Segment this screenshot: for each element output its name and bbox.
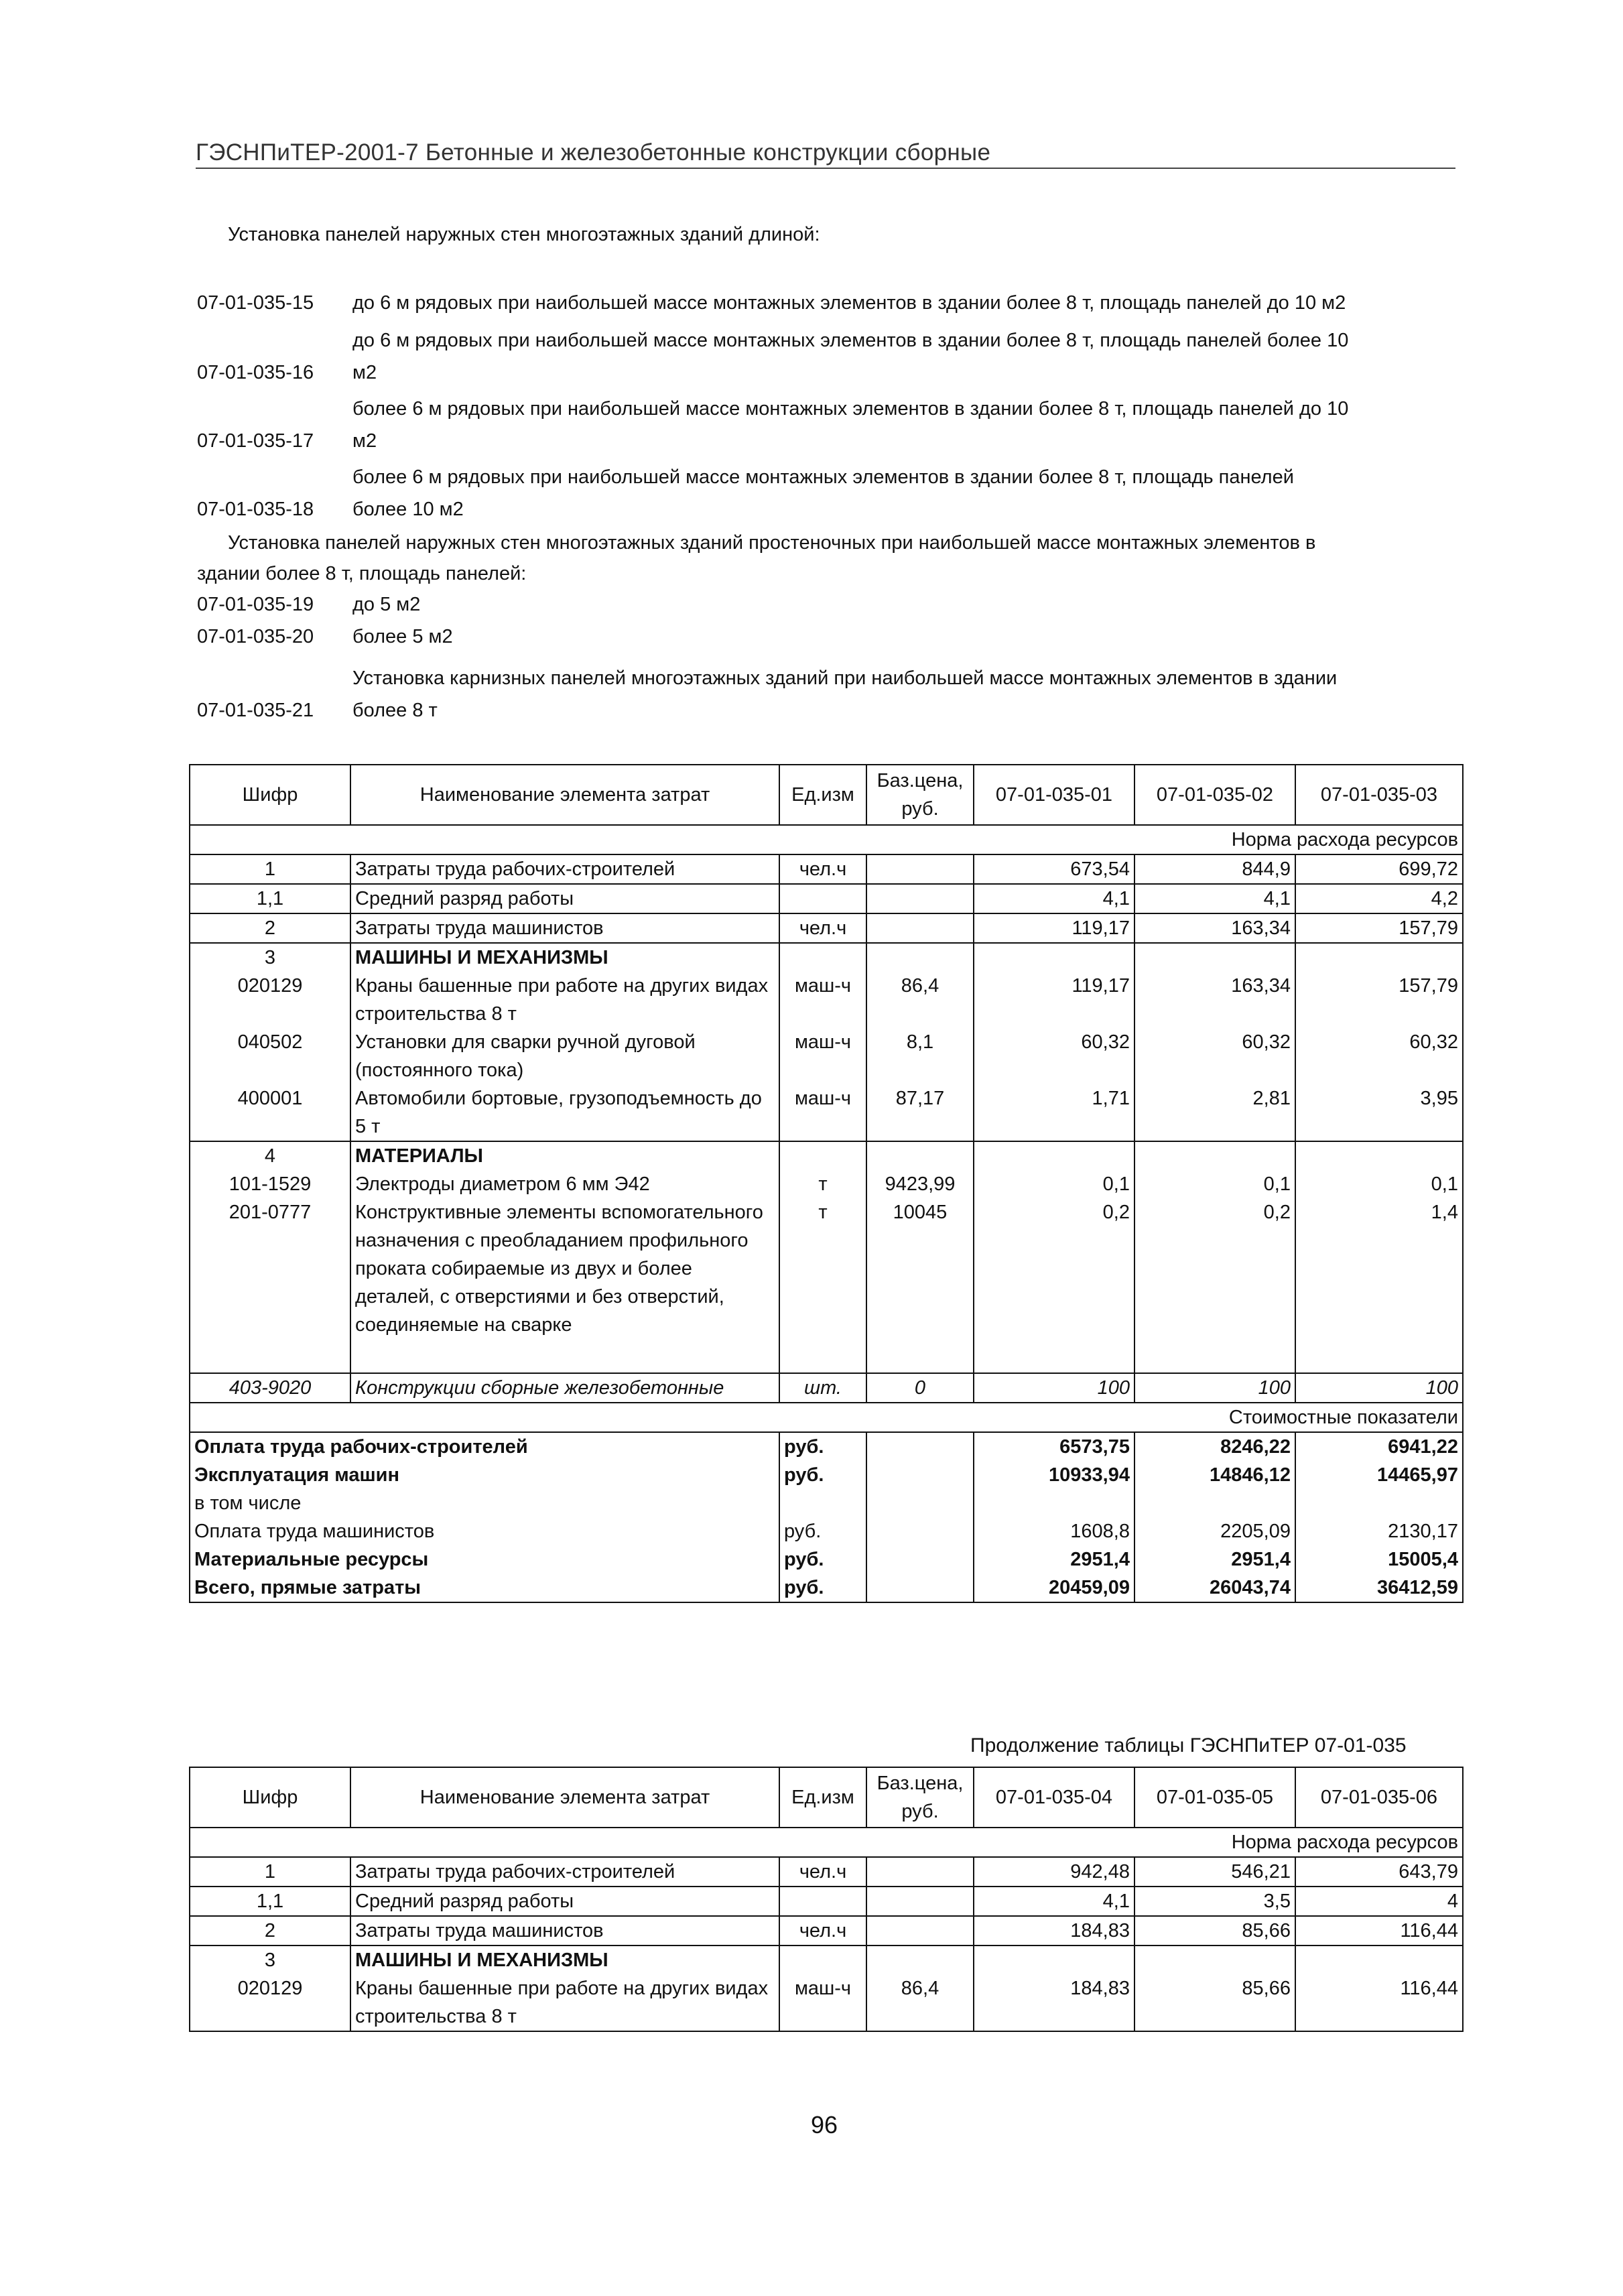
row-price: 87,17 [866, 1084, 974, 1141]
cost-label: Стоимостные показатели [974, 1403, 1463, 1432]
table-row [190, 1887, 1463, 1916]
list-item [197, 588, 1470, 621]
row-value: 1,71 [974, 1084, 1134, 1141]
row-code: 020129 [190, 1974, 350, 2031]
table-row [190, 1946, 1463, 1974]
row-price [866, 1916, 974, 1946]
running-head: ГЭСНПиТЕР-2001-7 Бетонные и железобетонные конструкции сборные [196, 139, 1455, 169]
table-row [190, 1141, 1463, 1170]
table-row [190, 1198, 1463, 1373]
row-code: 020129 [190, 972, 350, 1028]
row-value: 0,1 [974, 1170, 1134, 1198]
row-name: Установки для сварки ручной дуговой (постоянного тока) [350, 1028, 779, 1084]
row-value: 116,44 [1295, 1916, 1463, 1946]
page-number: 96 [811, 2111, 838, 2139]
header-col2: 07-01-035-05 [1134, 1767, 1295, 1828]
resource-table-2 [189, 1767, 1464, 2032]
item-text: до 6 м рядовых при наибольшей массе монтажных элементов в здании более 8 т, площадь панелей более 10 [352, 330, 1349, 351]
row-code: 1 [190, 854, 350, 884]
row-code: 101-1529 [190, 1170, 350, 1198]
row-value: 100 [1134, 1373, 1295, 1403]
cost-unit: руб. [779, 1432, 866, 1461]
row-value: 844,9 [1134, 854, 1295, 884]
row-value: 3,95 [1295, 1084, 1463, 1141]
row-unit: т [779, 1170, 866, 1198]
row-code: 1,1 [190, 1887, 350, 1916]
cost-value: 2130,17 [1295, 1517, 1463, 1545]
row-code: 201-0777 [190, 1198, 350, 1373]
row-value: 163,34 [1134, 972, 1295, 1028]
row-code: 3 [190, 943, 350, 972]
item-code: 07-01-035-18 [197, 499, 314, 520]
item-code: 07-01-035-17 [197, 430, 314, 452]
cost-value: 15005,4 [1295, 1545, 1463, 1574]
cost-name: Материальные ресурсы [190, 1545, 779, 1574]
row-value: 0,2 [974, 1198, 1134, 1373]
row-code: 400001 [190, 1084, 350, 1141]
row-value: 546,21 [1134, 1857, 1295, 1887]
header-price: Баз.цена, руб. [866, 765, 974, 825]
header-col1: 07-01-035-01 [974, 765, 1134, 825]
cost-value: 10933,94 [974, 1461, 1134, 1489]
row-unit: чел.ч [779, 854, 866, 884]
cost-unit: руб. [779, 1545, 866, 1574]
list-item [197, 393, 1470, 457]
row-name: Краны башенные при работе на других видах строительства 8 т [350, 1974, 779, 2031]
row-value: 3,5 [1134, 1887, 1295, 1916]
table-header-row [190, 765, 1463, 825]
cost-value: 14465,97 [1295, 1461, 1463, 1489]
row-unit: чел.ч [779, 1857, 866, 1887]
row-name: Средний разряд работы [350, 884, 779, 913]
table-row [190, 972, 1463, 1028]
row-price: 10045 [866, 1198, 974, 1373]
row-unit [779, 884, 866, 913]
item-text-cont: м2 [352, 430, 377, 452]
header-unit: Ед.изм [779, 765, 866, 825]
row-code: 2 [190, 913, 350, 943]
row-name: Краны башенные при работе на других видах строительства 8 т [350, 972, 779, 1028]
resource-table-1 [189, 764, 1464, 1603]
table-header-row [190, 1767, 1463, 1828]
cost-value: 1608,8 [974, 1517, 1134, 1545]
row-value: 85,66 [1134, 1974, 1295, 2031]
row-price [866, 913, 974, 943]
row-value: 942,48 [974, 1857, 1134, 1887]
row-name: Затраты труда машинистов [350, 1916, 779, 1946]
row-name: Затраты труда машинистов [350, 913, 779, 943]
item-text-cont: более 8 т [352, 700, 438, 721]
cost-name: Эксплуатация машин [190, 1461, 779, 1489]
row-code: 040502 [190, 1028, 350, 1084]
row-value: 4,1 [1134, 884, 1295, 913]
row-value: 119,17 [974, 972, 1134, 1028]
cost-row [190, 1517, 1463, 1545]
item-text-cont: более 10 м2 [352, 499, 464, 520]
header-code: Шифр [190, 1767, 350, 1828]
row-value: 2,81 [1134, 1084, 1295, 1141]
row-value: 4,2 [1295, 884, 1463, 913]
row-name: МАТЕРИАЛЫ [350, 1141, 779, 1170]
row-value: 116,44 [1295, 1974, 1463, 2031]
list-item [197, 621, 1470, 653]
list-item [197, 662, 1470, 726]
item-code: 07-01-035-15 [197, 292, 314, 314]
item-code: 07-01-035-20 [197, 626, 314, 647]
row-unit: маш-ч [779, 1028, 866, 1084]
list-item [197, 461, 1470, 525]
row-name: МАШИНЫ И МЕХАНИЗМЫ [350, 1946, 779, 1974]
table-row [190, 1170, 1463, 1198]
row-value: 60,32 [1295, 1028, 1463, 1084]
row-code: 4 [190, 1141, 350, 1170]
cost-name: в том числе [190, 1489, 779, 1517]
row-value: 4,1 [974, 1887, 1134, 1916]
row-unit: чел.ч [779, 1916, 866, 1946]
row-unit: т [779, 1198, 866, 1373]
cost-name: Оплата труда машинистов [190, 1517, 779, 1545]
item-text: более 6 м рядовых при наибольшей массе монтажных элементов в здании более 8 т, площадь панелей до 10 [352, 398, 1349, 420]
table-row [190, 943, 1463, 972]
row-value: 0,1 [1295, 1170, 1463, 1198]
cost-value: 6941,22 [1295, 1432, 1463, 1461]
row-code: 1,1 [190, 884, 350, 913]
row-unit: шт. [779, 1373, 866, 1403]
row-unit [779, 1887, 866, 1916]
row-value: 673,54 [974, 854, 1134, 884]
cost-value: 6573,75 [974, 1432, 1134, 1461]
cost-unit: руб. [779, 1517, 866, 1545]
table-row [190, 854, 1463, 884]
row-code: 3 [190, 1946, 350, 1974]
item-text: до 6 м рядовых при наибольшей массе монтажных элементов в здании более 8 т, площадь панелей до 10 м2 [352, 292, 1346, 314]
row-value: 1,4 [1295, 1198, 1463, 1373]
item-text-cont: м2 [352, 362, 377, 383]
cost-value: 20459,09 [974, 1574, 1134, 1602]
table-row [190, 1084, 1463, 1141]
row-code: 403-9020 [190, 1373, 350, 1403]
table-row [190, 1028, 1463, 1084]
cost-value: 2951,4 [974, 1545, 1134, 1574]
item-code: 07-01-035-21 [197, 700, 314, 721]
cost-unit: руб. [779, 1574, 866, 1602]
row-value: 100 [974, 1373, 1134, 1403]
header-col2: 07-01-035-02 [1134, 765, 1295, 825]
cost-row [190, 1574, 1463, 1602]
table-row [190, 884, 1463, 913]
item-text: более 6 м рядовых при наибольшей массе монтажных элементов в здании более 8 т, площадь панелей [352, 466, 1294, 488]
cost-value: 2205,09 [1134, 1517, 1295, 1545]
list-item [197, 324, 1470, 389]
row-value: 0,1 [1134, 1170, 1295, 1198]
row-price: 0 [866, 1373, 974, 1403]
row-value: 100 [1295, 1373, 1463, 1403]
row-value: 119,17 [974, 913, 1134, 943]
row-name: Электроды диаметром 6 мм Э42 [350, 1170, 779, 1198]
item-code: 07-01-035-19 [197, 594, 314, 615]
row-unit: маш-ч [779, 972, 866, 1028]
section-label-row [190, 1403, 1463, 1432]
item-text: Установка карнизных панелей многоэтажных зданий при наибольшей массе монтажных элементов в здании [352, 667, 1338, 689]
cost-row [190, 1461, 1463, 1489]
cost-value: 36412,59 [1295, 1574, 1463, 1602]
section-label-row [190, 825, 1463, 854]
row-value: 60,32 [1134, 1028, 1295, 1084]
cost-name: Оплата труда рабочих-строителей [190, 1432, 779, 1461]
row-value: 4 [1295, 1887, 1463, 1916]
section-label-row [190, 1828, 1463, 1857]
row-price [866, 1887, 974, 1916]
row-value: 184,83 [974, 1974, 1134, 2031]
norm-label: Норма расхода ресурсов [974, 1828, 1463, 1857]
cost-value: 8246,22 [1134, 1432, 1295, 1461]
row-unit: маш-ч [779, 1974, 866, 2031]
row-name: Автомобили бортовые, грузоподъемность до 5 т [350, 1084, 779, 1141]
row-price: 86,4 [866, 972, 974, 1028]
row-value: 60,32 [974, 1028, 1134, 1084]
table-row [190, 1373, 1463, 1403]
norm-label: Норма расхода ресурсов [974, 825, 1463, 854]
row-code: 1 [190, 1857, 350, 1887]
item-list [197, 287, 1470, 726]
header-col3: 07-01-035-06 [1295, 1767, 1463, 1828]
cost-value: 2951,4 [1134, 1545, 1295, 1574]
cost-value: 26043,74 [1134, 1574, 1295, 1602]
row-code: 2 [190, 1916, 350, 1946]
header-unit: Ед.изм [779, 1767, 866, 1828]
intro-heading: Установка панелей наружных стен многоэтажных зданий длиной: [228, 224, 820, 245]
row-name: Конструкции сборные железобетонные [350, 1373, 779, 1403]
row-value: 85,66 [1134, 1916, 1295, 1946]
row-value: 157,79 [1295, 913, 1463, 943]
continuation-title: Продолжение таблицы ГЭСНПиТЕР 07-01-035 [970, 1734, 1407, 1757]
header-code: Шифр [190, 765, 350, 825]
header-col1: 07-01-035-04 [974, 1767, 1134, 1828]
row-price [866, 884, 974, 913]
item-text: до 5 м2 [352, 594, 421, 615]
row-unit: маш-ч [779, 1084, 866, 1141]
row-name: Средний разряд работы [350, 1887, 779, 1916]
row-value: 4,1 [974, 884, 1134, 913]
cost-row [190, 1489, 1463, 1517]
row-name: МАШИНЫ И МЕХАНИЗМЫ [350, 943, 779, 972]
row-price [866, 854, 974, 884]
table-row [190, 1974, 1463, 2031]
group-heading-cont: здании более 8 т, площадь панелей: [197, 563, 527, 584]
row-price [866, 1857, 974, 1887]
table-row [190, 913, 1463, 943]
cost-row [190, 1432, 1463, 1461]
item-text: более 5 м2 [352, 626, 453, 647]
row-name: Конструктивные элементы вспомогательного назначения с преобладанием профильного проката собираемые из двух и более деталей, с отверстиями и без отверстий, соединяемые на сварке [350, 1198, 779, 1373]
row-value: 643,79 [1295, 1857, 1463, 1887]
list-item [197, 287, 1470, 319]
row-value: 184,83 [974, 1916, 1134, 1946]
row-price: 9423,99 [866, 1170, 974, 1198]
row-name: Затраты труда рабочих-строителей [350, 854, 779, 884]
header-name: Наименование элемента затрат [350, 765, 779, 825]
cost-row [190, 1545, 1463, 1574]
row-value: 699,72 [1295, 854, 1463, 884]
table-row [190, 1916, 1463, 1946]
header-price: Баз.цена, руб. [866, 1767, 974, 1828]
group-heading: Установка панелей наружных стен многоэтажных зданий простеночных при наибольшей массе монтажных элементов в [228, 532, 1316, 554]
row-price: 86,4 [866, 1974, 974, 2031]
row-price: 8,1 [866, 1028, 974, 1084]
cost-value: 14846,12 [1134, 1461, 1295, 1489]
header-name: Наименование элемента затрат [350, 1767, 779, 1828]
cost-unit: руб. [779, 1461, 866, 1489]
row-value: 163,34 [1134, 913, 1295, 943]
row-value: 157,79 [1295, 972, 1463, 1028]
item-code: 07-01-035-16 [197, 362, 314, 383]
header-col3: 07-01-035-03 [1295, 765, 1463, 825]
row-unit: чел.ч [779, 913, 866, 943]
table-row [190, 1857, 1463, 1887]
row-value: 0,2 [1134, 1198, 1295, 1373]
row-name: Затраты труда рабочих-строителей [350, 1857, 779, 1887]
cost-name: Всего, прямые затраты [190, 1574, 779, 1602]
